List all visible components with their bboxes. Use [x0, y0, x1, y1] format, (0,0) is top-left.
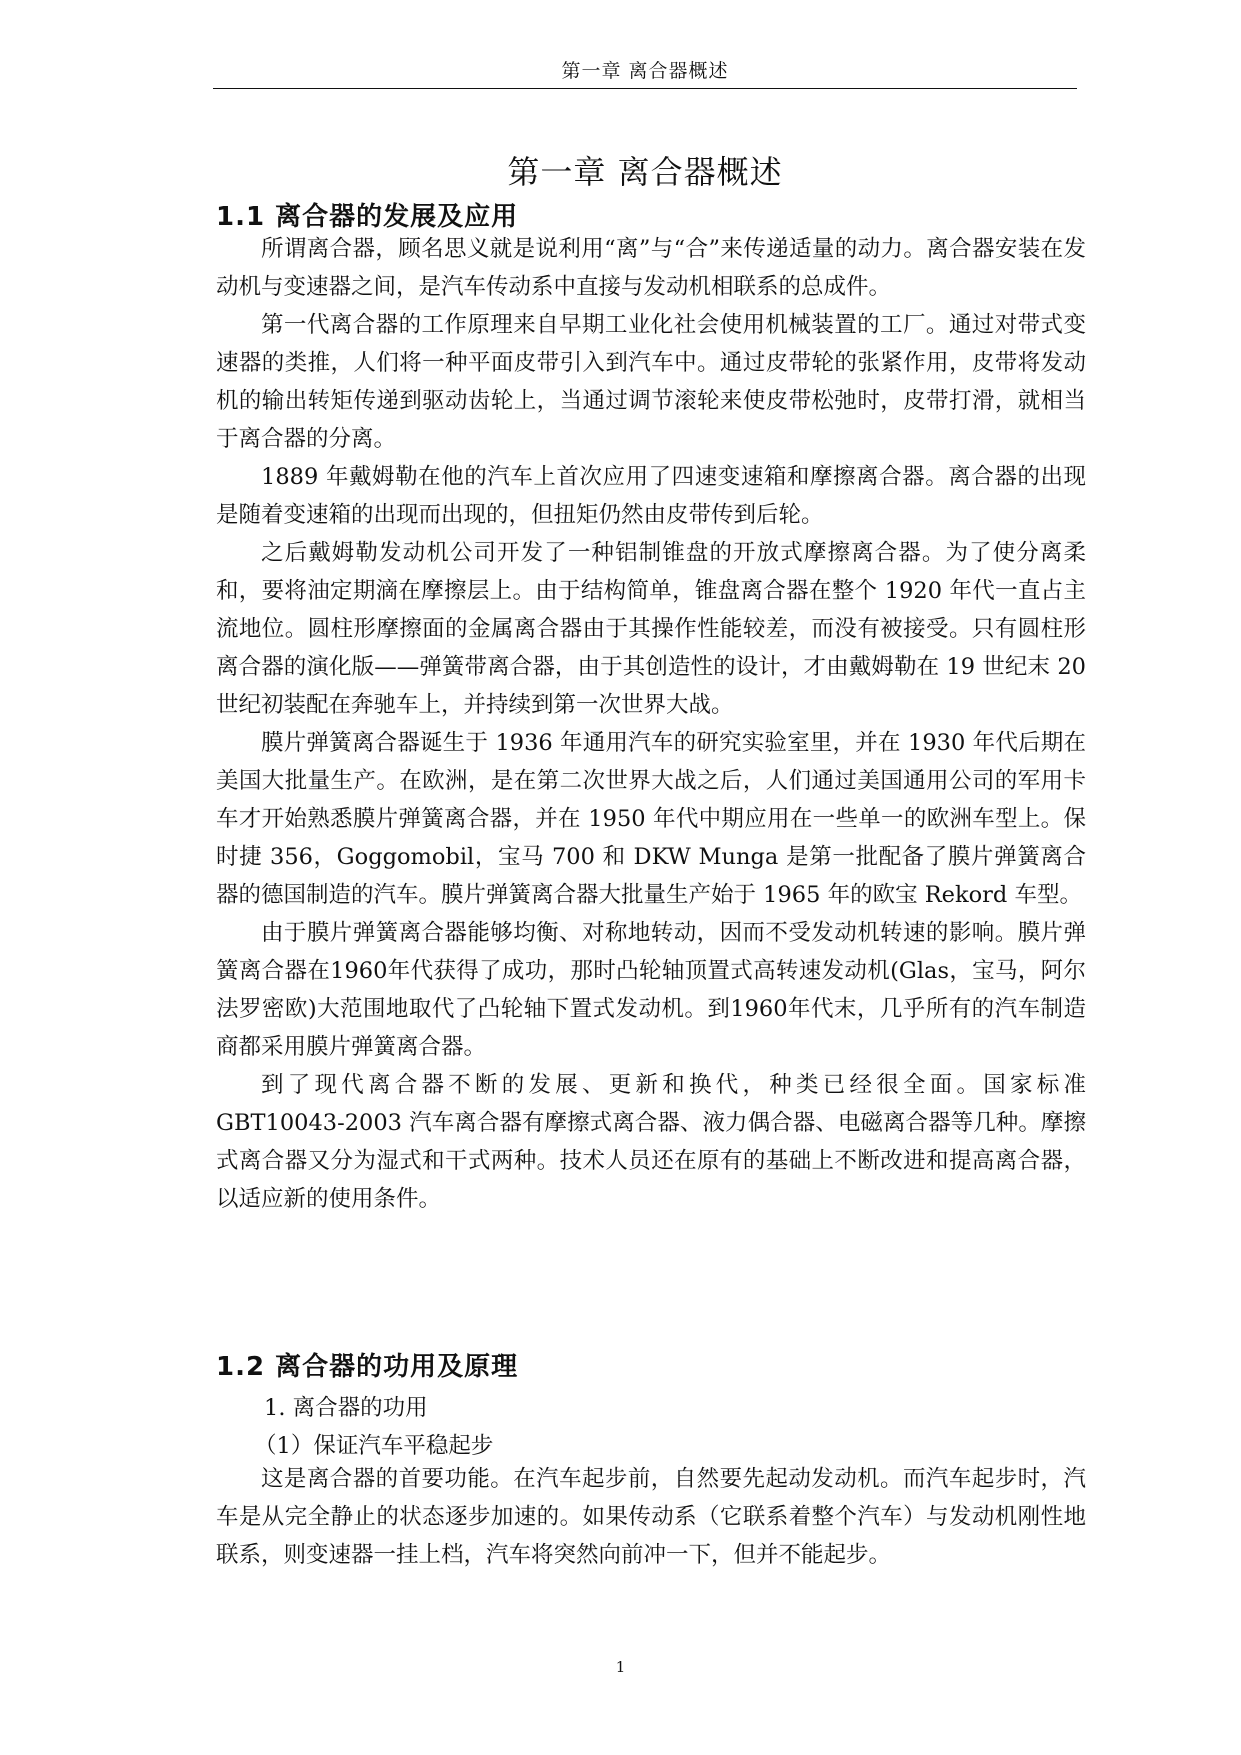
list-item-heading: 1. 离合器的功用	[264, 1395, 428, 1421]
paragraph: 所谓离合器，顾名思义就是说利用“离”与“合”来传递适量的动力。离合器安装在发动机与变速器之间，是汽车传动系中直接与发动机相联系的总成件。	[216, 236, 1086, 300]
section-1-2-body	[216, 1460, 1086, 1574]
paragraph: 膜片弹簧离合器诞生于 1936 年通用汽车的研究实验室里，并在 1930 年代后期在美国大批量生产。在欧洲，是在第二次世界大战之后，人们通过美国通用公司的军用卡车才开始熟悉膜片弹簧离合器，并在 1950 年代中期应用在一些单一的欧洲车型上。保时捷 356，Goggomobil，宝马 700 和 DKW Munga 是第一批配备了膜片弹簧离合器的德国制造的汽车。膜片弹簧离合器大批量生产始于 1965 年的欧宝 Rekord 车型。	[216, 730, 1086, 908]
section-1-1-body	[216, 230, 1086, 1218]
running-header: 第一章 离合器概述	[561, 60, 729, 82]
chapter-title: 第一章 离合器概述	[507, 153, 783, 191]
section-heading-1-2: 1.2 离合器的功用及原理	[216, 1352, 519, 1382]
header-rule	[213, 88, 1077, 89]
paragraph: 这是离合器的首要功能。在汽车起步前，自然要先起动发动机。而汽车起步时，汽车是从完全静止的状态逐步加速的。如果传动系（它联系着整个汽车）与发动机刚性地联系，则变速器一挂上档，汽车将突然向前冲一下，但并不能起步。	[216, 1466, 1086, 1568]
paragraph: 第一代离合器的工作原理来自早期工业化社会使用机械装置的工厂。通过对带式变速器的类推，人们将一种平面皮带引入到汽车中。通过皮带轮的张紧作用，皮带将发动机的输出转矩传递到驱动齿轮上，当通过调节滚轮来使皮带松弛时，皮带打滑，就相当于离合器的分离。	[216, 312, 1086, 452]
page-number: 1	[615, 1658, 626, 1676]
paragraph: 之后戴姆勒发动机公司开发了一种铝制锥盘的开放式摩擦离合器。为了使分离柔和，要将油定期滴在摩擦层上。由于结构简单，锥盘离合器在整个 1920 年代一直占主流地位。圆柱形摩擦面的金属离合器由于其操作性能较差，而没有被接受。只有圆柱形离合器的演化版——弹簧带离合器，由于其创造性的设计，才由戴姆勒在 19 世纪末 20 世纪初装配在奔驰车上，并持续到第一次世界大战。	[216, 540, 1086, 718]
list-subitem-heading: （1）保证汽车平稳起步	[254, 1433, 494, 1459]
paragraph: 1889 年戴姆勒在他的汽车上首次应用了四速变速箱和摩擦离合器。离合器的出现是随着变速箱的出现而出现的，但扭矩仍然由皮带传到后轮。	[216, 464, 1086, 528]
paragraph: 由于膜片弹簧离合器能够均衡、对称地转动，因而不受发动机转速的影响。膜片弹簧离合器在1960年代获得了成功，那时凸轮轴顶置式高转速发动机(Glas，宝马，阿尔法罗密欧)大范围地取代了凸轮轴下置式发动机。到1960年代末，几乎所有的汽车制造商都采用膜片弹簧离合器。	[216, 920, 1086, 1060]
section-heading-1-1: 1.1 离合器的发展及应用	[216, 202, 519, 232]
paragraph: 到了现代离合器不断的发展、更新和换代，种类已经很全面。国家标准GBT10043-2003 汽车离合器有摩擦式离合器、液力偶合器、电磁离合器等几种。摩擦式离合器又分为湿式和干式两种。技术人员还在原有的基础上不断改进和提高离合器，以适应新的使用条件。	[216, 1072, 1086, 1212]
